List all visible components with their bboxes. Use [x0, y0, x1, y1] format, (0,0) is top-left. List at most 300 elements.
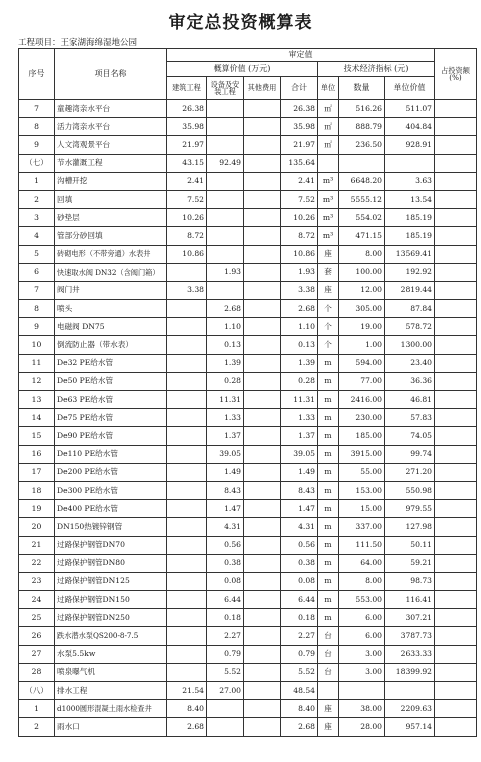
row-total: 2.41 [281, 172, 318, 190]
row-name: De400 PE给水管 [55, 500, 167, 518]
row-seq: （七） [19, 154, 55, 172]
row-qty: 594.00 [339, 354, 385, 372]
row-qty: 100.00 [339, 263, 385, 281]
row-unit-price: 13569.41 [385, 245, 435, 263]
row-unit: m [318, 354, 339, 372]
row-share [435, 609, 477, 627]
row-building [167, 554, 207, 572]
row-other [244, 682, 281, 700]
row-unit: 座 [318, 700, 339, 718]
row-equip [207, 718, 244, 736]
row-unit-price: 127.98 [385, 518, 435, 536]
row-other [244, 281, 281, 299]
row-unit-price [385, 154, 435, 172]
row-seq: 20 [19, 518, 55, 536]
row-other [244, 409, 281, 427]
row-total: 21.97 [281, 136, 318, 154]
row-name: 过路保护钢管DN70 [55, 536, 167, 554]
table-row [19, 172, 477, 190]
row-total: 0.13 [281, 336, 318, 354]
row-qty: 12.00 [339, 281, 385, 299]
row-qty: 230.00 [339, 409, 385, 427]
row-other [244, 227, 281, 245]
row-building [167, 627, 207, 645]
table-row [19, 427, 477, 445]
row-unit-price: 50.11 [385, 536, 435, 554]
row-seq: 27 [19, 645, 55, 663]
row-name: De300 PE给水管 [55, 481, 167, 499]
row-unit-price: 74.05 [385, 427, 435, 445]
row-equip: 11.31 [207, 391, 244, 409]
row-total: 1.33 [281, 409, 318, 427]
row-qty: 153.00 [339, 481, 385, 499]
row-share [435, 391, 477, 409]
row-building [167, 572, 207, 590]
row-unit-price: 578.72 [385, 318, 435, 336]
row-other [244, 172, 281, 190]
row-unit: 座 [318, 718, 339, 736]
row-unit-price: 3787.73 [385, 627, 435, 645]
row-total: 8.72 [281, 227, 318, 245]
row-other [244, 263, 281, 281]
row-share [435, 281, 477, 299]
row-share [435, 209, 477, 227]
row-share [435, 100, 477, 118]
row-equip [207, 209, 244, 227]
row-share [435, 500, 477, 518]
row-equip: 0.28 [207, 372, 244, 390]
row-unit: m [318, 518, 339, 536]
row-total: 0.28 [281, 372, 318, 390]
row-unit: m [318, 500, 339, 518]
row-unit: 台 [318, 663, 339, 681]
row-seq: 6 [19, 263, 55, 281]
row-equip: 0.56 [207, 536, 244, 554]
row-qty: 553.00 [339, 591, 385, 609]
row-equip: 27.00 [207, 682, 244, 700]
row-seq: 9 [19, 136, 55, 154]
row-total: 11.31 [281, 391, 318, 409]
row-other [244, 700, 281, 718]
row-equip: 39.05 [207, 445, 244, 463]
row-building: 3.38 [167, 281, 207, 299]
row-name: 童趣湾亲水平台 [55, 100, 167, 118]
row-other [244, 300, 281, 318]
table-row [19, 609, 477, 627]
row-unit-price [385, 682, 435, 700]
row-share [435, 118, 477, 136]
row-total: 39.05 [281, 445, 318, 463]
row-unit: m [318, 591, 339, 609]
table-row [19, 391, 477, 409]
row-equip [207, 172, 244, 190]
row-unit-price: 59.21 [385, 554, 435, 572]
row-share [435, 172, 477, 190]
row-building: 8.40 [167, 700, 207, 718]
row-seq: 22 [19, 554, 55, 572]
row-unit: m [318, 572, 339, 590]
table-row [19, 245, 477, 263]
header-approved: 审定值 [167, 49, 435, 62]
row-seq: 25 [19, 609, 55, 627]
row-name: 喷泉曝气机 [55, 663, 167, 681]
row-equip [207, 136, 244, 154]
row-share [435, 154, 477, 172]
row-other [244, 336, 281, 354]
row-share [435, 627, 477, 645]
row-unit-price: 271.20 [385, 463, 435, 481]
row-total: 26.38 [281, 100, 318, 118]
row-total: 0.38 [281, 554, 318, 572]
row-building: 35.98 [167, 118, 207, 136]
row-share [435, 300, 477, 318]
row-seq: 23 [19, 572, 55, 590]
row-building: 43.15 [167, 154, 207, 172]
header-other: 其他费用 [244, 77, 281, 100]
row-unit-price: 116.41 [385, 591, 435, 609]
table-row [19, 281, 477, 299]
row-unit: m [318, 391, 339, 409]
row-other [244, 627, 281, 645]
row-share [435, 663, 477, 681]
row-seq: 16 [19, 445, 55, 463]
table-row [19, 445, 477, 463]
header-estimate: 概算价值 (万元) [167, 62, 318, 77]
table-row [19, 518, 477, 536]
row-name: 砖砌电形（不带旁通）水表井 [55, 245, 167, 263]
row-unit-price: 979.55 [385, 500, 435, 518]
row-unit: 台 [318, 645, 339, 663]
row-other [244, 427, 281, 445]
row-other [244, 136, 281, 154]
row-equip: 5.52 [207, 663, 244, 681]
row-qty: 38.00 [339, 700, 385, 718]
row-other [244, 154, 281, 172]
row-building: 26.38 [167, 100, 207, 118]
row-unit-price: 185.19 [385, 227, 435, 245]
row-building: 8.72 [167, 227, 207, 245]
row-name: d1000圆形混凝土雨水检查井 [55, 700, 167, 718]
row-building: 2.68 [167, 718, 207, 736]
row-total: 48.54 [281, 682, 318, 700]
row-unit: 个 [318, 300, 339, 318]
row-equip: 1.10 [207, 318, 244, 336]
row-qty: 305.00 [339, 300, 385, 318]
row-name: 过路保护钢管DN250 [55, 609, 167, 627]
row-building [167, 518, 207, 536]
row-name: 过路保护钢管DN125 [55, 572, 167, 590]
row-other [244, 645, 281, 663]
row-equip [207, 245, 244, 263]
row-qty: 111.50 [339, 536, 385, 554]
header-total: 合计 [281, 77, 318, 100]
row-building [167, 354, 207, 372]
row-share [435, 190, 477, 208]
row-qty: 28.00 [339, 718, 385, 736]
row-qty: 64.00 [339, 554, 385, 572]
row-total: 8.43 [281, 481, 318, 499]
row-seq: 4 [19, 227, 55, 245]
row-unit: 套 [318, 263, 339, 281]
document-title: 审定总投资概算表 [168, 13, 313, 33]
row-other [244, 445, 281, 463]
row-unit: m³ [318, 172, 339, 190]
row-total: 2.68 [281, 718, 318, 736]
row-qty: 19.00 [339, 318, 385, 336]
row-building: 10.26 [167, 209, 207, 227]
row-unit: m [318, 536, 339, 554]
row-qty: 6648.20 [339, 172, 385, 190]
row-equip: 2.27 [207, 627, 244, 645]
table-row [19, 263, 477, 281]
row-seq: 3 [19, 209, 55, 227]
row-other [244, 536, 281, 554]
row-unit-price: 3.63 [385, 172, 435, 190]
row-seq: 15 [19, 427, 55, 445]
row-building [167, 500, 207, 518]
row-equip [207, 700, 244, 718]
row-unit-price: 98.73 [385, 572, 435, 590]
row-share [435, 536, 477, 554]
row-qty: 5555.12 [339, 190, 385, 208]
row-share [435, 554, 477, 572]
table-row [19, 591, 477, 609]
row-equip: 1.33 [207, 409, 244, 427]
row-share [435, 645, 477, 663]
row-equip: 92.49 [207, 154, 244, 172]
table-row [19, 718, 477, 736]
row-qty: 15.00 [339, 500, 385, 518]
row-share [435, 463, 477, 481]
row-name: De50 PE给水管 [55, 372, 167, 390]
row-total: 0.56 [281, 536, 318, 554]
table-row [19, 409, 477, 427]
table-body [19, 100, 477, 737]
row-name: De200 PE给水管 [55, 463, 167, 481]
row-other [244, 245, 281, 263]
row-total: 1.10 [281, 318, 318, 336]
row-total: 10.86 [281, 245, 318, 263]
row-other [244, 518, 281, 536]
row-seq: 2 [19, 718, 55, 736]
row-unit: 座 [318, 245, 339, 263]
row-total: 0.79 [281, 645, 318, 663]
row-unit-price: 99.74 [385, 445, 435, 463]
row-equip: 1.37 [207, 427, 244, 445]
row-equip: 0.08 [207, 572, 244, 590]
row-unit: m [318, 463, 339, 481]
table-row [19, 209, 477, 227]
row-unit: m [318, 409, 339, 427]
row-building [167, 663, 207, 681]
row-share [435, 318, 477, 336]
row-equip: 1.49 [207, 463, 244, 481]
row-share [435, 700, 477, 718]
row-name: 水泵5.5kw [55, 645, 167, 663]
row-other [244, 663, 281, 681]
row-share [435, 336, 477, 354]
row-seq: 7 [19, 281, 55, 299]
row-building [167, 609, 207, 627]
row-name: 过路保护钢管DN80 [55, 554, 167, 572]
row-qty: 6.00 [339, 627, 385, 645]
row-unit-price: 87.84 [385, 300, 435, 318]
row-unit-price: 550.98 [385, 481, 435, 499]
row-qty: 3915.00 [339, 445, 385, 463]
row-name: 活力湾亲水平台 [55, 118, 167, 136]
row-equip [207, 190, 244, 208]
table-row [19, 136, 477, 154]
row-share [435, 718, 477, 736]
row-share [435, 263, 477, 281]
row-total: 1.39 [281, 354, 318, 372]
row-share [435, 427, 477, 445]
row-equip: 6.44 [207, 591, 244, 609]
row-other [244, 463, 281, 481]
row-share [435, 372, 477, 390]
row-building [167, 445, 207, 463]
row-other [244, 190, 281, 208]
row-equip [207, 118, 244, 136]
row-unit-price: 957.14 [385, 718, 435, 736]
header-tech: 技术经济指标 (元) [318, 62, 435, 77]
row-total: 7.52 [281, 190, 318, 208]
row-building [167, 336, 207, 354]
row-equip: 0.13 [207, 336, 244, 354]
row-unit: m [318, 609, 339, 627]
row-building [167, 372, 207, 390]
row-building: 21.54 [167, 682, 207, 700]
row-other [244, 554, 281, 572]
row-unit: ㎡ [318, 118, 339, 136]
row-other [244, 354, 281, 372]
row-building [167, 318, 207, 336]
row-total: 35.98 [281, 118, 318, 136]
row-seq: 1 [19, 172, 55, 190]
table-row [19, 572, 477, 590]
row-name: 跌水潜水泵QS200-8-7.5 [55, 627, 167, 645]
row-building [167, 409, 207, 427]
row-total: 2.68 [281, 300, 318, 318]
table-row [19, 663, 477, 681]
table-row [19, 100, 477, 118]
row-name: 喷头 [55, 300, 167, 318]
row-qty [339, 682, 385, 700]
row-share [435, 136, 477, 154]
header-unit-price: 单位价值 [385, 77, 435, 100]
header-share: 占投资额 (%) [435, 49, 477, 100]
table-row [19, 354, 477, 372]
row-share [435, 354, 477, 372]
row-share [435, 227, 477, 245]
row-other [244, 391, 281, 409]
row-seq: 13 [19, 391, 55, 409]
row-unit [318, 682, 339, 700]
row-equip: 2.68 [207, 300, 244, 318]
row-total: 1.93 [281, 263, 318, 281]
row-equip: 4.31 [207, 518, 244, 536]
row-seq: 8 [19, 300, 55, 318]
row-seq: 24 [19, 591, 55, 609]
table-row [19, 463, 477, 481]
header-name: 项目名称 [55, 49, 167, 100]
row-unit-price: 2633.33 [385, 645, 435, 663]
table-row [19, 372, 477, 390]
row-building [167, 427, 207, 445]
row-other [244, 209, 281, 227]
row-qty: 471.15 [339, 227, 385, 245]
table-row [19, 554, 477, 572]
row-seq: 1 [19, 700, 55, 718]
row-share [435, 245, 477, 263]
row-qty: 55.00 [339, 463, 385, 481]
row-seq: 8 [19, 118, 55, 136]
row-qty [339, 154, 385, 172]
row-name: DN150热镀锌钢管 [55, 518, 167, 536]
row-qty: 554.02 [339, 209, 385, 227]
row-equip [207, 281, 244, 299]
row-total: 3.38 [281, 281, 318, 299]
row-equip: 0.38 [207, 554, 244, 572]
row-seq: 2 [19, 190, 55, 208]
header-equip: 设备及安装工程 [207, 77, 244, 100]
row-name: 过路保护钢管DN150 [55, 591, 167, 609]
row-other [244, 481, 281, 499]
row-name: 电磁阀 DN75 [55, 318, 167, 336]
row-total: 1.37 [281, 427, 318, 445]
row-unit: m [318, 481, 339, 499]
row-seq: 9 [19, 318, 55, 336]
row-other [244, 372, 281, 390]
table-row [19, 336, 477, 354]
table-row [19, 227, 477, 245]
row-name: De75 PE给水管 [55, 409, 167, 427]
row-total: 10.26 [281, 209, 318, 227]
row-name: 排水工程 [55, 682, 167, 700]
row-equip: 1.93 [207, 263, 244, 281]
row-qty: 185.00 [339, 427, 385, 445]
table-row [19, 536, 477, 554]
row-share [435, 572, 477, 590]
row-seq: （八） [19, 682, 55, 700]
row-name: 沟槽开挖 [55, 172, 167, 190]
row-total: 8.40 [281, 700, 318, 718]
row-seq: 12 [19, 372, 55, 390]
row-total: 135.64 [281, 154, 318, 172]
row-name: 快速取水阀 DN32（含阀门箱） [55, 263, 167, 281]
row-name: 雨水口 [55, 718, 167, 736]
row-qty: 8.00 [339, 572, 385, 590]
row-unit-price: 46.81 [385, 391, 435, 409]
row-building: 2.41 [167, 172, 207, 190]
row-unit-price: 192.92 [385, 263, 435, 281]
row-other [244, 318, 281, 336]
row-seq: 14 [19, 409, 55, 427]
row-equip [207, 227, 244, 245]
row-total: 0.08 [281, 572, 318, 590]
row-qty: 8.00 [339, 245, 385, 263]
row-total: 6.44 [281, 591, 318, 609]
row-total: 2.27 [281, 627, 318, 645]
row-total: 0.18 [281, 609, 318, 627]
table-row [19, 500, 477, 518]
row-building [167, 591, 207, 609]
table-row [19, 627, 477, 645]
row-building: 7.52 [167, 190, 207, 208]
header-seq: 序号 [19, 49, 55, 100]
investment-table [18, 48, 477, 737]
project-label: 工程项目：王家湖海绵湿地公园 [18, 38, 138, 48]
